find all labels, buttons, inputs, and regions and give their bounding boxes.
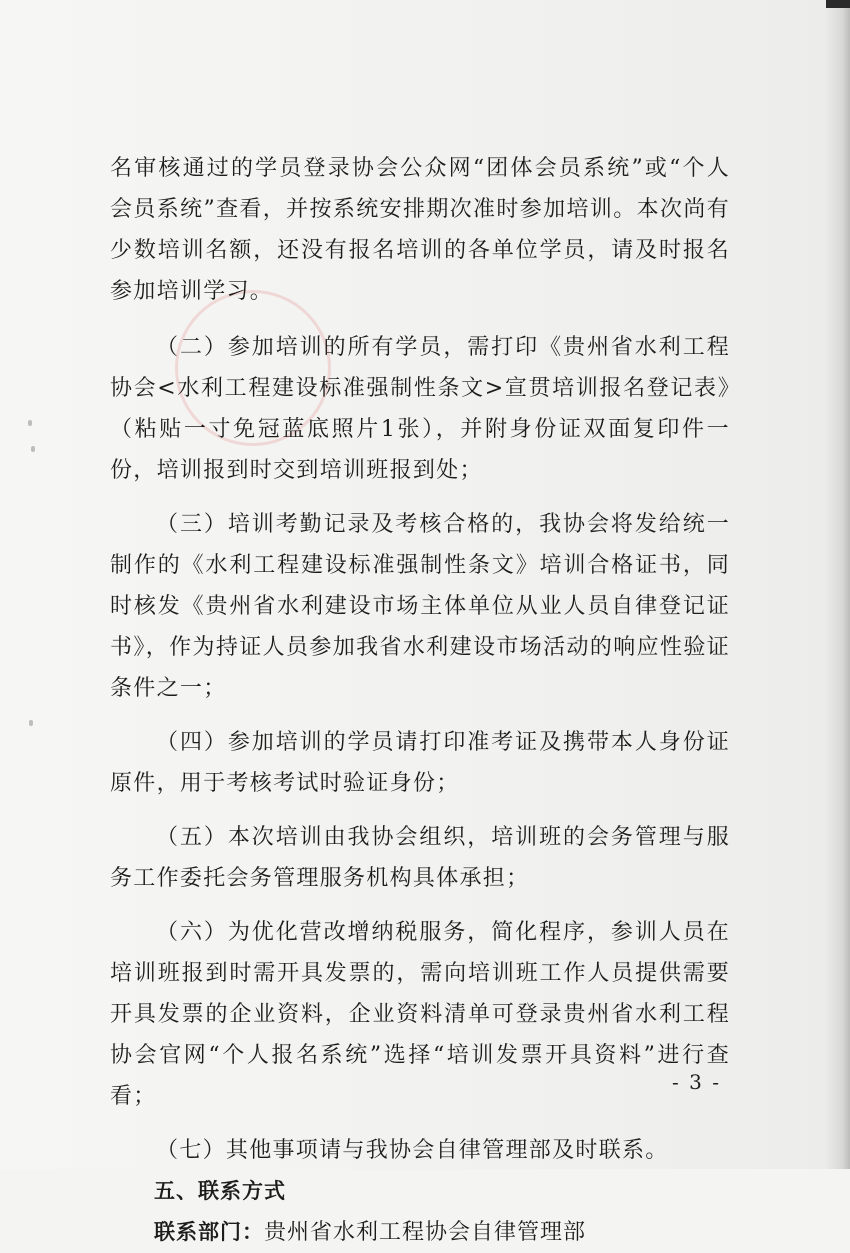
scan-corner-mark	[826, 0, 850, 8]
paragraph-item-2: （二）参加培训的所有学员，需打印《贵州省水利工程协会<水利工程建设标准强制性条文>宣贯培训报名登记表》（粘贴一寸免冠蓝底照片1张），并附身份证双面复印件一份，培训报到时交到培训班报到处；	[110, 335, 730, 483]
scan-shadow-edge	[824, 0, 850, 1169]
contact-department-label: 联系部门：	[154, 1220, 264, 1244]
contact-department-line	[110, 1212, 730, 1253]
paragraph-item-4: （四）参加培训的学员请打印准考证及携带本人身份证原件，用于考核考试时验证身份；	[110, 730, 730, 796]
document-body	[110, 148, 730, 1253]
paragraph-item-3: （三）培训考勤记录及考核合格的，我协会将发给统一制作的《水利工程建设标准强制性条文》培训合格证书，同时核发《贵州省水利建设市场主体单位从业人员自律登记证书》，作为持证人员参加我省水利建设市场活动的响应性验证条件之一；	[110, 512, 730, 701]
paragraph-continuation: 名审核通过的学员登录协会公众网“团体会员系统”或“个人会员系统”查看，并按系统安排期次准时参加培训。本次尚有少数培训名额，还没有报名培训的各单位学员，请及时报名参加培训学习。	[110, 156, 730, 304]
page-number: - 3 -	[672, 1070, 721, 1094]
paragraph-item-6: （六）为优化营改增纳税服务，简化程序，参训人员在培训班报到时需开具发票的，需向培训班工作人员提供需要开具发票的企业资料，企业资料清单可登录贵州省水利工程协会官网“个人报名系统”选择“培训发票开具资料”进行查看；	[110, 920, 730, 1109]
paragraph-item-7: （七）其他事项请与我协会自律管理部及时联系。	[156, 1138, 669, 1163]
binding-hole	[31, 446, 35, 452]
contact-department-value: 贵州省水利工程协会自律管理部	[264, 1220, 587, 1245]
binding-hole	[29, 720, 33, 726]
section-heading-contact: 五、联系方式	[154, 1179, 286, 1203]
binding-hole	[28, 420, 32, 426]
paragraph-item-5: （五）本次培训由我协会组织，培训班的会务管理与服务工作委托会务管理服务机构具体承担；	[110, 825, 730, 891]
